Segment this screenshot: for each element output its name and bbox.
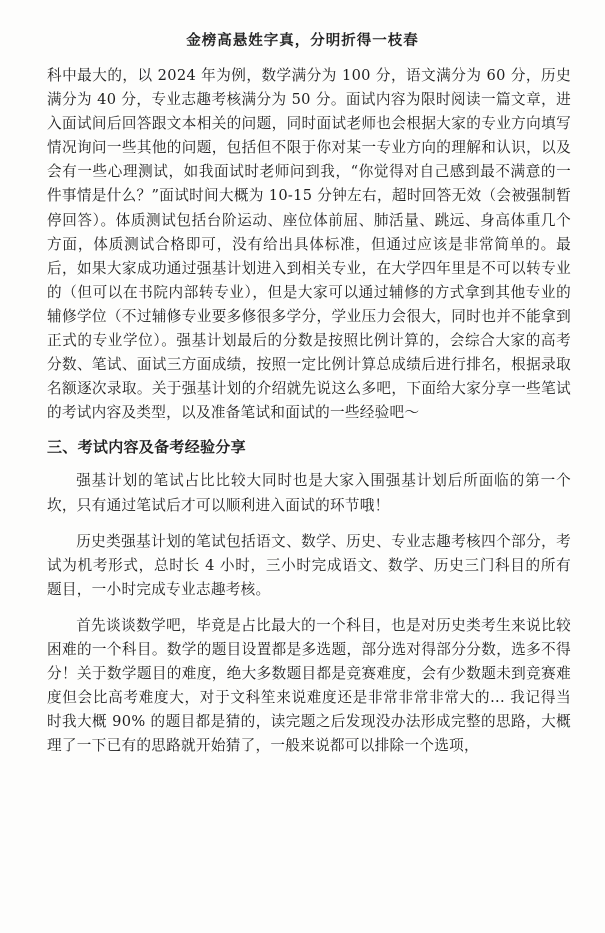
document-body xyxy=(47,64,571,770)
section-heading: 三、考试内容及备考经验分享 xyxy=(47,438,246,457)
paragraph-written-exam: 强基计划的笔试占比比较大同时也是大家入围强基计划后所面临的第一个坎，只有通过笔试后才可以顺利进入面试的环节哦！ xyxy=(47,472,571,514)
paragraph-math: 首先谈谈数学吧，毕竟是占比最大的一个科目，也是对历史类考生来说比较困难的一个科目。数学的题目设置都是多选题，部分选对得部分分数，选多不得分！关于数学题目的难度，绝大多数题目都是竞赛难度，会有少数题未到竞赛难度但会比高考难度大，对于文科笙来说难度还是非常非常非常大的... 我记得当时我大概 90% 的题目都是猜的，读完题之后发现没办法形成完整的思路，大概理了一下已有的思路就开始猜了，一般来说都可以排除一个选项， xyxy=(47,616,571,755)
page-header: 金榜高悬姓字真，分明折得一枝春 xyxy=(186,32,419,49)
paragraph-exam-structure: 历史类强基计划的笔试包括语文、数学、历史、专业志趣考核四个部分，考试为机考形式，总时长 4 小时，三小时完成语文、数学、历史三门科目的所有题目，一小时完成专业志趣考核。 xyxy=(47,532,571,598)
intro-paragraph: 科中最大的，以 2024 年为例，数学满分为 100 分，语文满分为 60 分，历史满分为 40 分，专业志趣考核满分为 50 分。面试内容为限时阅读一篇文章，进入面试间后回答跟文本相关的问题，同时面试老师也会根据大家的专业方向填写情况询问一些其他的问题，包括但不限于你对某一专业方向的理解和认识，以及会有一些心理测试，如我面试时老师问到我，“你觉得对自己感到最不满意的一件事情是什么？”面试时间大概为 10-15 分钟左右，超时回答无效（会被强制暂停回答）。体质测试包括台阶运动、座位体前屈、肺活量、跳远、身高体重几个方面，体质测试合格即可，没有给出具体标准，但通过应该是非常简单的。最后，如果大家成功通过强基计划进入到相关专业，在大学四年里是不可以转专业的（但可以在书院内部转专业），但是大家可以通过辅修的方式拿到其他专业的辅修学位（不过辅修专业要多修很多学分，学业压力会很大，同时也并不能拿到正式的专业学位）。强基计划最后的分数是按照比例计算的，会综合大家的高考分数、笔试、面试三方面成绩，按照一定比例计算总成绩后进行排名，根据录取名额逐次录取。关于强基计划的介绍就先说这么多吧，下面给大家分享一些笔试的考试内容及类型，以及准备笔试和面试的一些经验吧～ xyxy=(47,67,571,422)
